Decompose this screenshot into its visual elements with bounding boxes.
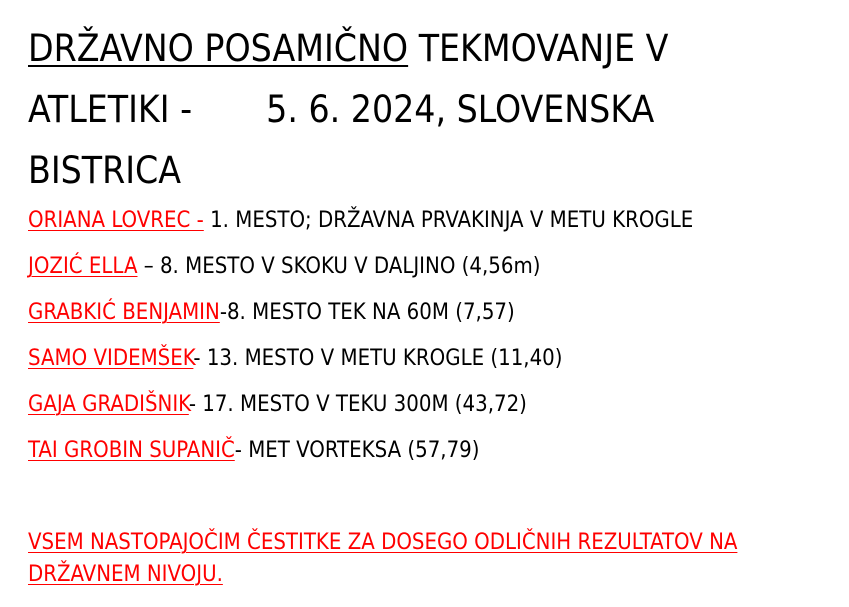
athlete-name: GAJA GRADIŠNIK xyxy=(28,392,189,417)
title-line2-part2: 5. 6. 2024, SLOVENSKA xyxy=(266,88,655,131)
congratulations-message: VSEM NASTOPAJOČIM ČESTITKE ZA DOSEGO ODLIČNIH REZULTATOV NA DRŽAVNEM NIVOJU. xyxy=(28,530,738,587)
page-title xyxy=(28,18,838,201)
title-underlined-part: DRŽAVNO POSAMIČNO xyxy=(28,27,409,70)
result-row xyxy=(28,297,838,343)
title-line2-part1: ATLETIKI - xyxy=(28,88,193,131)
spacer xyxy=(28,481,838,527)
athlete-name: ORIANA LOVREC - xyxy=(28,208,204,233)
result-row xyxy=(28,251,838,297)
athlete-name: SAMO VIDEMŠEK xyxy=(28,346,194,371)
results-list xyxy=(28,205,838,481)
result-row xyxy=(28,343,838,389)
document-body xyxy=(28,18,838,591)
athlete-name: TAI GROBIN SUPANIČ xyxy=(28,438,235,463)
result-detail: -8. MESTO TEK NA 60M (7,57) xyxy=(219,300,515,325)
result-detail: – 8. MESTO V SKOKU V DALJINO (4,56m) xyxy=(137,254,541,279)
result-row xyxy=(28,389,838,435)
athlete-name: JOZIĆ ELLA xyxy=(28,254,138,279)
result-detail: - 17. MESTO V TEKU 300M (43,72) xyxy=(188,392,527,417)
result-detail: - MET VORTEKSA (57,79) xyxy=(234,438,480,463)
result-row xyxy=(28,205,838,251)
result-row xyxy=(28,435,838,481)
athlete-name: GRABKIĆ BENJAMIN xyxy=(28,300,220,325)
title-line3: BISTRICA xyxy=(28,149,182,192)
result-detail: - 13. MESTO V METU KROGLE (11,40) xyxy=(193,346,563,371)
result-detail: 1. MESTO; DRŽAVNA PRVAKINJA V METU KROGLE xyxy=(203,208,694,233)
title-rest-line1: TEKMOVANJE V xyxy=(408,27,669,70)
